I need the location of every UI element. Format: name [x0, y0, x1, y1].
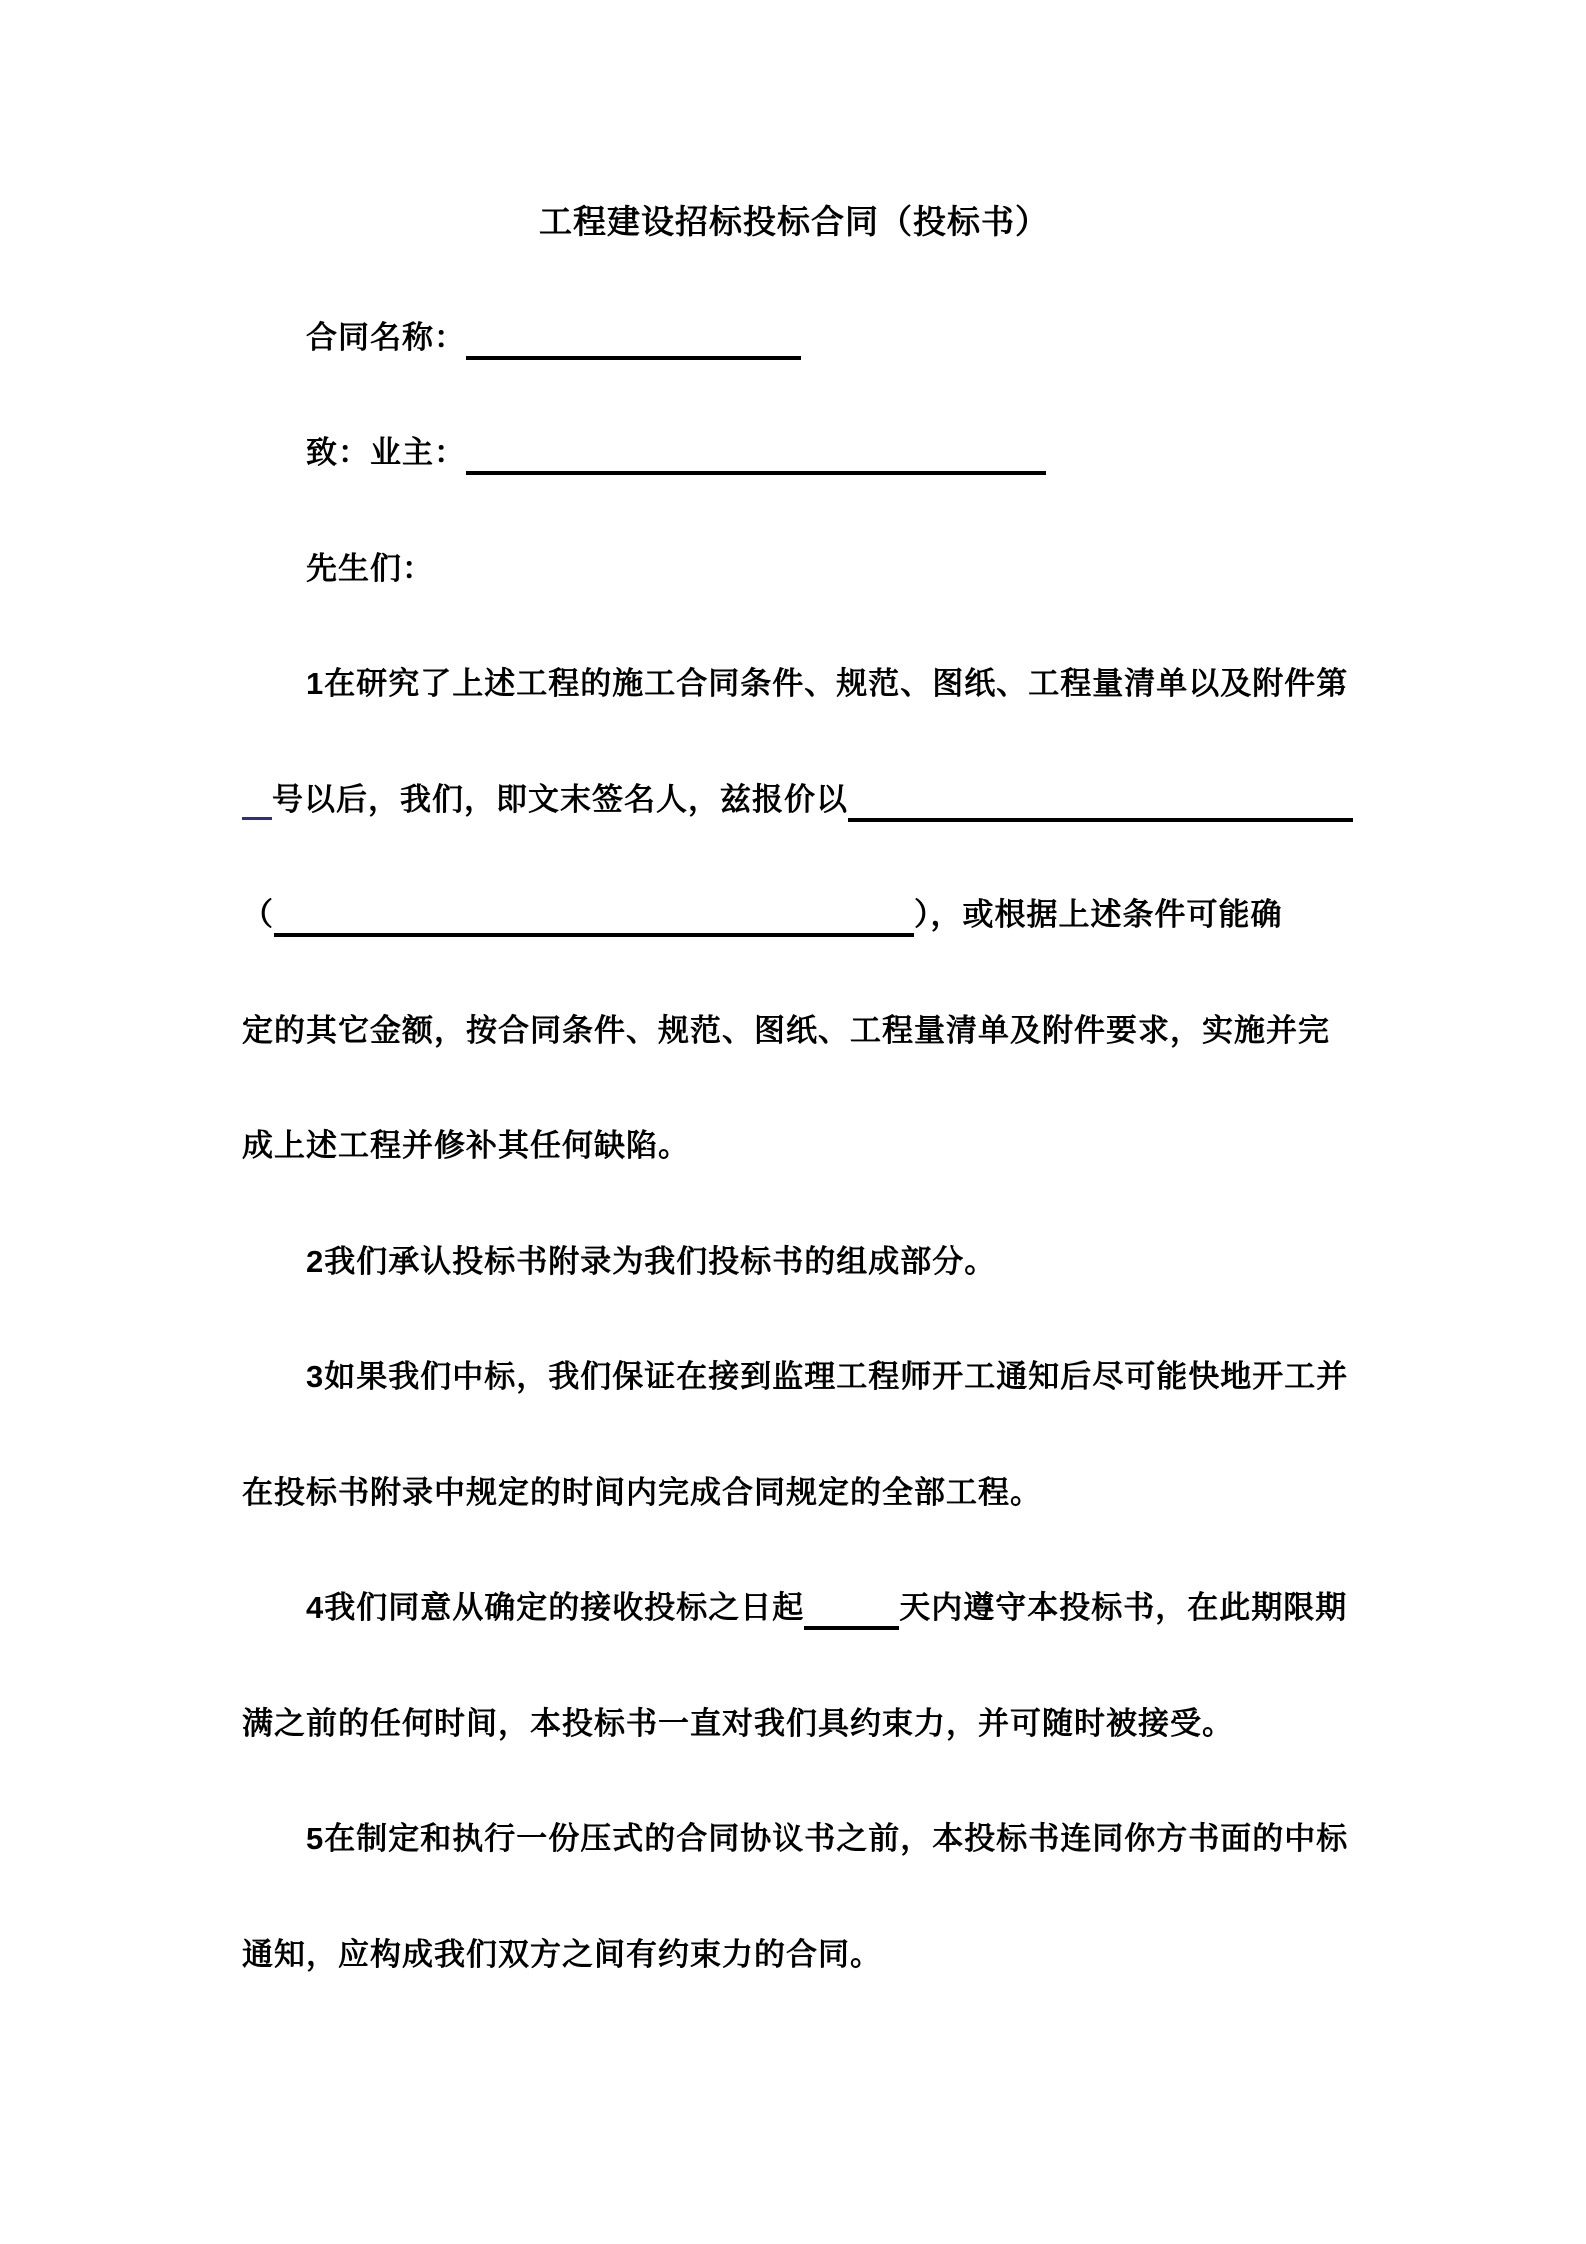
para1-line1	[242, 626, 1349, 742]
body-text: 致：业主：	[306, 435, 466, 470]
to-owner-line	[242, 395, 1346, 511]
body-text: 定的其它金额，按合同条件、规范、图纸、工程量清单及附件要求，实施并完	[242, 1012, 1330, 1048]
para1-line4	[242, 973, 1346, 1089]
para3-line2	[242, 1435, 1346, 1551]
blank-field-underline	[274, 933, 914, 937]
body-text: 5在制定和执行一份压式的合同协议书之前，本投标书连同你方书面的中标	[306, 1821, 1349, 1856]
page-title: 工程建设招标投标合同（投标书）	[539, 203, 1049, 240]
para5-line1	[242, 1781, 1349, 1897]
body-text: 4我们同意从确定的接收投标之日起	[306, 1590, 805, 1625]
contract-name-line	[242, 280, 1346, 396]
body-text: 在投标书附录中规定的时间内完成合同规定的全部工程。	[242, 1474, 1042, 1510]
body-text: 通知，应构成我们双方之间有约束力的合同。	[242, 1936, 882, 1972]
salutation-line	[242, 511, 1346, 627]
body-text: 先生们：	[306, 550, 434, 586]
para1-line2	[242, 742, 1346, 858]
body-text: 成上述工程并修补其任何缺陷。	[242, 1128, 690, 1163]
body-text: 1在研究了上述工程的施工合同条件、规范、图纸、工程量清单以及附件第	[306, 666, 1349, 701]
para3-line1	[242, 1319, 1349, 1435]
body-text: 合同名称：	[306, 319, 466, 355]
blank-field-underline	[804, 1626, 899, 1630]
body-text: （	[242, 897, 274, 932]
blank-field-underline	[466, 471, 1046, 475]
body-text: 3如果我们中标，我们保证在接到监理工程师开工通知后尽可能快地开工并	[306, 1359, 1349, 1394]
body-text: 满之前的任何时间，本投标书一直对我们具约束力，并可随时被接受。	[242, 1705, 1234, 1741]
para4-line1	[242, 1550, 1346, 1666]
body-text: 号以后，我们，即文末签名人，兹报价以	[272, 781, 848, 817]
para2-line1	[242, 1204, 1346, 1320]
blank-field-underline	[848, 818, 1353, 822]
para5-line2	[242, 1897, 1346, 2013]
blank-field-underline	[466, 356, 801, 360]
body-text: 2我们承认投标书附录为我们投标书的组成部分。	[306, 1243, 997, 1279]
body-text: 天内遵守本投标书，在此期限期	[899, 1590, 1348, 1625]
para1-line5	[242, 1088, 1346, 1204]
para1-line3	[242, 857, 1346, 973]
blank-field-underline	[242, 817, 272, 820]
para4-line2	[242, 1666, 1346, 1782]
body-text: ），或根据上述条件可能确	[914, 897, 1283, 932]
doc-title	[242, 164, 1346, 280]
